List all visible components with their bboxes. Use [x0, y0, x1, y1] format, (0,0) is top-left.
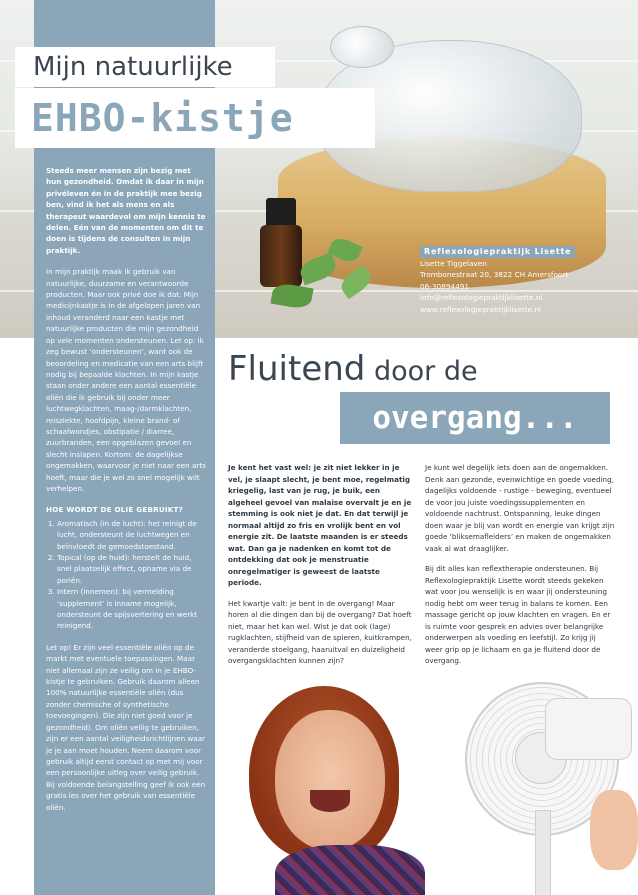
- oil-bottle: [260, 225, 302, 287]
- mint-leaf: [270, 282, 313, 311]
- article-heading: [228, 347, 478, 394]
- article-column-right: [425, 462, 615, 676]
- title-line-1: [15, 47, 275, 87]
- contact-website[interactable]: www.reflexologiepraktijklisette.nl: [420, 304, 542, 314]
- oil-bottle-cap: [266, 198, 296, 228]
- article-lead: Je kent het vast wel: je zit niet lekker in je vel, je slaapt slecht, je bent moe, regelmatig kriegelig, last van je rug, je buik, een algeheel gevoel van malaise overvalt je en je stemming is ook niet je dat. En dat terwijl je normaal altijd zo fris en vrolijk bent en vol energie zit. De laatste maanden is er steeds wat. Dan ga je nadenken en komt tot de ontdekking dat ook je menstruatie onregelmatiger is geweest de laatste periode.: [228, 463, 412, 587]
- article-paragraph: Je kunt wel degelijk iets doen aan de ongemakken. Denk aan gezonde, evenwichtige en goede voeding, dagelijks voldoende - rustige - beweging, eventueel de voor jou juiste voedingssupplementen en voldoende nachtrust. Ontspanning, leuke dingen doen waar je blij van wordt en energie van krijgt zijn goede ‘bliksemafleiders’ en maken de ongemakken vaak al wat draaglijker.: [425, 463, 615, 553]
- article-heading-overgang: overgang...: [340, 392, 610, 444]
- article-column-left: [228, 462, 416, 676]
- fan-motor: [545, 698, 632, 760]
- contact-person: Lisette Tiggelaven: [420, 258, 487, 268]
- intro-paragraph-2: Let op! Er zijn veel essentiële oliën op de markt met eventuele toepassingen. Maar niet allemaal zijn ze veilig om in je EHBO-kistje te gebruiken. Gebruik daarom alleen 100% natuurlijke essentiële oliën (dus zonder chemische of synthetische toevoegingen). Die zijn niet goed voor je gezondheid). Om oliën veilig te gebruiken, zijn er een aantal veiligheidsrichtlijnen waar je je aan moet houden. Neem daarom voor gebruik altijd eerst contact op met mij voor een persoonlijke uitleg over veilig gebruik. Bij voldoende belangstelling geef ik ook een gratis les over het gebruik van essentiële oliën.: [46, 642, 206, 812]
- intro-paragraph-1: In mijn praktijk maak ik gebruik van natuurlijke, duurzame en verantwoorde producten. Maar ook privé doe ik dat. Mijn medicijnkastje is in de afgelopen jaren van inhoud veranderd naar een kastje met natuurlijke producten die mijn gezondheid op vele momenten ondersteunen. Let op: ik zeg bewust ‘ondersteunen’, want ook de beoordeling en medicatie van een arts blijft nodig bij bepaalde klachten. In mijn kastje staan onder andere een aantal essentiële oliën die ik gebruik bij onder meer luchtwegklachten, maag-/darmklachten, reisziekte, hoofdpijn, kleine brand- of schaafwondjes, obstipatie / diarree, zuurbranden, een opgeblazen gevoel en slecht inslapen. Kortom: de dagelijkse ongemakken, waarvoor je niet naar een arts hoeft, maar die je wel zo snel mogelijk wilt verhelpen.: [46, 267, 206, 493]
- fan-stand: [535, 810, 551, 895]
- title-light: Mijn: [33, 52, 95, 82]
- woman-mouth: [310, 790, 350, 812]
- heading-door-de: door de: [365, 356, 478, 387]
- article-paragraph: Bij dit alles kan reflextherapie ondersteunen. Bij Reflexologiepraktijk Lisette wordt steeds gekeken wat voor jou wenselijk is en waar jij ondersteuning nodig hebt om weer terug in balans te komen. Een massage gericht op jouw klachten en vragen. En er is ruimte voor gesprek en advies over belangrijke onderwerpen als voeding en leefstijl. Zo krijg jij weer grip op je lichaam en ga je fluitend door de overgang.: [425, 564, 611, 665]
- intro-text: [46, 165, 206, 823]
- diffuser-knob: [330, 26, 394, 68]
- woman-face: [275, 710, 385, 850]
- contact-email[interactable]: info@reflexologiepraktijklisette.nl: [420, 293, 543, 302]
- usage-list: [46, 518, 206, 632]
- contact-phone: 06-30894491: [420, 281, 470, 291]
- intro-lead: Steeds meer mensen zijn bezig met hun gezondheid. Omdat ik daar in mijn privéleven én in de praktijk mee bezig ben, vind ik het als mens en als therapeut waardevol om mijn kennis te delen. Eén van de momenten om dit te doen is tijdens de consulten in mijn praktijk.: [46, 166, 206, 255]
- usage-list-item: 1. Aromatisch (in de lucht): het reinigt de lucht, ondersteunt de luchtwegen en beïnvloedt de gemoedstoestand.: [57, 518, 206, 552]
- title-line-2: EHBO-kistje: [15, 88, 375, 148]
- heading-fluitend: Fluitend: [228, 349, 366, 389]
- contact-block: [420, 246, 620, 315]
- woman-fan-photo: [215, 670, 638, 895]
- title-bold: natuurlijke: [94, 52, 233, 82]
- usage-list-item: 2. Topical (op de huid): herstelt de huid, snel plaatselijk effect, opname via de poriën.: [57, 552, 206, 586]
- practice-name: Reflexologiepraktijk Lisette: [420, 246, 575, 258]
- article-paragraph: Het kwartje valt: je bent in de overgang! Maar horen al die dingen dan bij de overgang? Dat hoeft niet, maar het kan wel. Wist je dat ook (lage) rugklachten, stijfheid van de spieren, kuitkrampen, veranderde stoelgang, haaruitval en duizeligheid overgangsklachten kunnen zijn?: [228, 598, 412, 665]
- usage-list-item: 3. Intern (innemen): bij vermelding ‘supplement’ is inname mogelijk, ondersteunt de spijsvertering en werkt reinigend.: [57, 586, 206, 632]
- usage-question: HOE WORDT DE OLIE GEBRUIKT?: [46, 505, 184, 515]
- woman-dress: [275, 845, 425, 895]
- hand: [590, 790, 638, 870]
- contact-address: Trombonestraat 20, 3822 CH Amersfoort: [420, 270, 569, 279]
